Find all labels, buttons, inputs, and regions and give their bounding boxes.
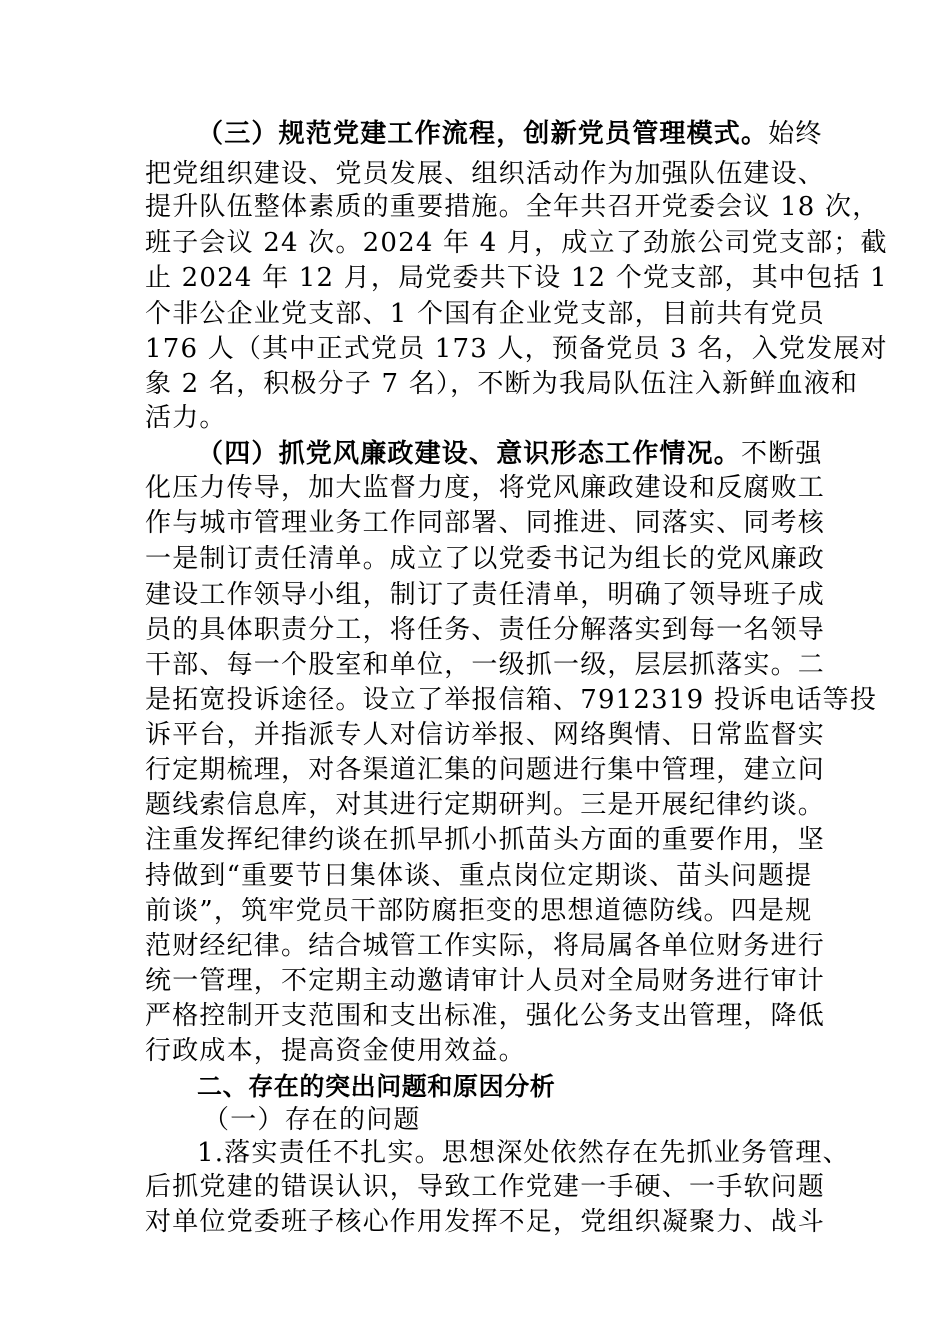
text-line: 对单位党委班子核心作用发挥不足，党组织凝聚力、战斗: [145, 1207, 826, 1237]
section-heading: 二、存在的突出问题和原因分析: [197, 1072, 556, 1101]
text-line: 1.落实责任不扎实。思想深处依然存在先抓业务管理、: [197, 1138, 850, 1168]
text-line: 活力。: [145, 403, 227, 433]
text-line: 行定期梳理，对各渠道汇集的问题进行集中管理，建立问: [145, 755, 826, 785]
text-line: 员的具体职责分工，将任务、责任分解落实到每一名领导: [145, 615, 826, 645]
text-line: 前谈”，筑牢党员干部防腐拒变的思想道德防线。四是规: [145, 896, 813, 926]
text-line: 个非公企业党支部、1 个国有企业党支部，目前共有党员: [145, 299, 826, 329]
text-line: 提升队伍整体素质的重要措施。全年共召开党委会议 18 次，: [145, 192, 880, 222]
text-line: 象 2 名，积极分子 7 名），不断为我局队伍注入新鲜血液和: [145, 369, 859, 399]
text-line: 176 人（其中正式党员 173 人，预备党员 3 名，入党发展对: [145, 334, 888, 364]
text-line: 止 2024 年 12 月，局党委共下设 12 个党支部，其中包括 1: [145, 263, 888, 293]
text-line: 一是制订责任清单。成立了以党委书记为组长的党风廉政: [145, 544, 826, 574]
text-line: 干部、每一个股室和单位，一级抓一级，层层抓落实。二: [145, 650, 826, 680]
text-line: 不断强: [741, 439, 823, 469]
text-line: 持做到“重要节日集体谈、重点岗位定期谈、苗头问题提: [145, 861, 813, 891]
section-3-title: （三）规范党建工作流程，创新党员管理模式。: [197, 119, 769, 149]
text-line: 化压力传导，加大监督力度，将党风廉政建设和反腐败工: [145, 473, 826, 503]
text-line: 诉平台，并指派专人对信访举报、网络舆情、日常监督实: [145, 720, 826, 750]
text-line: 行政成本，提高资金使用效益。: [145, 1036, 526, 1066]
text-line: 作与城市管理业务工作同部署、同推进、同落实、同考核: [145, 508, 826, 538]
text-line: 是拓宽投诉途径。设立了举报信箱、7912319 投诉电话等投: [145, 685, 878, 715]
text-line: 班子会议 24 次。2024 年 4 月，成立了劲旅公司党支部；截: [145, 228, 888, 258]
text-line: 题线索信息库，对其进行定期研判。三是开展纪律约谈。: [145, 790, 826, 820]
text-line: 统一管理，不定期主动邀请审计人员对全局财务进行审计: [145, 966, 826, 996]
section-4-title: （四）抓党风廉政建设、意识形态工作情况。: [197, 439, 742, 469]
text-line: 注重发挥纪律约谈在抓早抓小抓苗头方面的重要作用，坚: [145, 825, 826, 855]
paragraph-3-heading-line: [197, 114, 823, 154]
subsection-heading: （一）存在的问题: [203, 1105, 421, 1135]
text-line: 严格控制开支范围和支出标准，强化公务支出管理，降低: [145, 1001, 826, 1031]
text-line: 始终: [768, 119, 823, 149]
text-line: 建设工作领导小组，制订了责任清单，明确了领导班子成: [145, 580, 826, 610]
text-line: 范财经纪律。结合城管工作实际，将局属各单位财务进行: [145, 931, 826, 961]
text-line: 把党组织建设、党员发展、组织活动作为加强队伍建设、: [145, 159, 826, 189]
text-line: 后抓党建的错误认识，导致工作党建一手硬、一手软问题: [145, 1172, 826, 1202]
